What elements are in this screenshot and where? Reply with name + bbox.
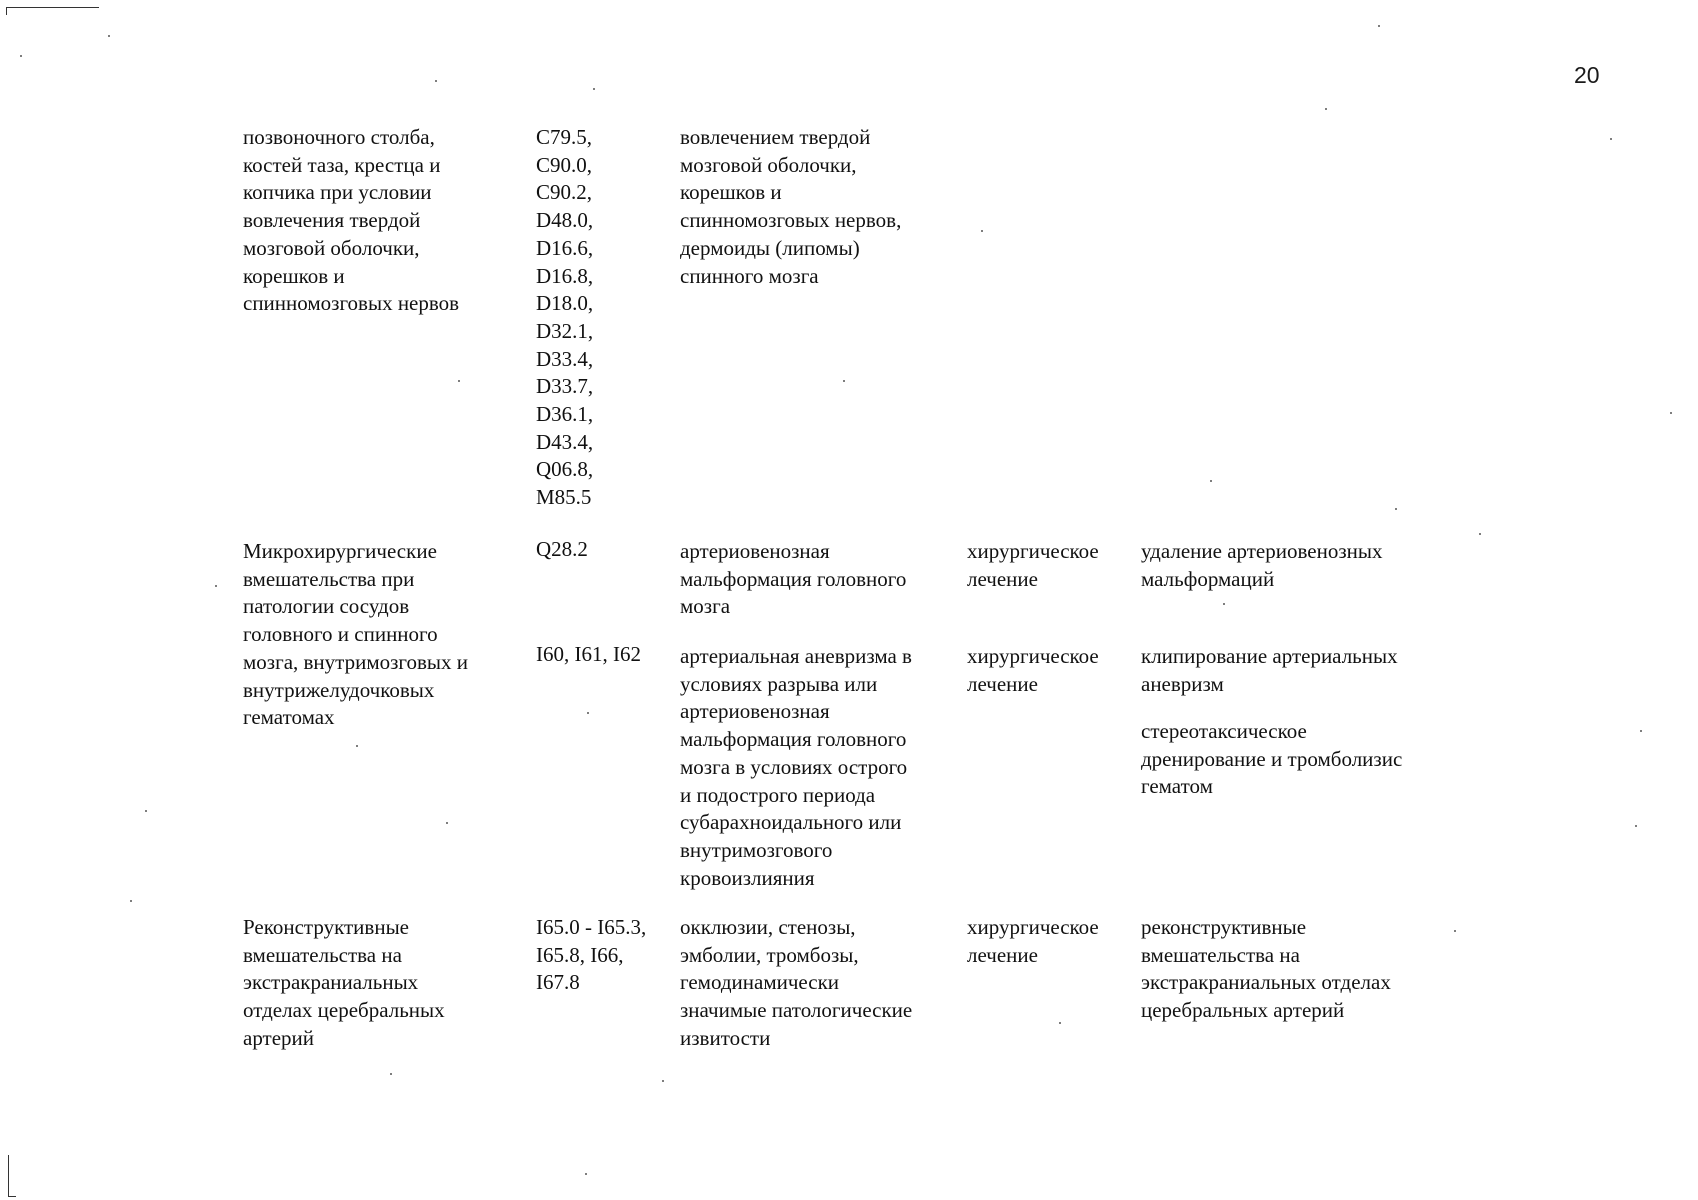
scan-corner-mark	[8, 1196, 16, 1197]
table-cell-group: позвоночного столба, костей таза, крестца и копчика при условии вовлечения твердой мозговой оболочки, корешков и спинномозговых нервов	[243, 125, 460, 316]
table-cell-condition: вовлечением твердой мозговой оболочки, корешков и спинномозговых нервов, дермоиды (липомы) спинного мозга	[680, 125, 902, 288]
table-cell-method: реконструктивные вмешательства на экстракраниальных отделах церебральных артерий	[1141, 915, 1391, 1023]
table-cell-method: удаление артериовенозных мальформаций	[1141, 539, 1383, 591]
scan-speck	[20, 55, 22, 57]
scan-speck	[108, 35, 110, 37]
scan-speck	[1610, 138, 1612, 140]
scan-speck	[1325, 108, 1327, 110]
scan-corner-mark	[6, 7, 99, 8]
table-cell-treatment: хирургическое лечение	[967, 539, 1099, 591]
scan-corner-mark	[8, 1155, 9, 1197]
table-cell-method: клипирование артериальных аневризм	[1141, 644, 1398, 696]
scan-speck	[585, 1173, 587, 1175]
scan-speck	[130, 900, 132, 902]
table-cell-codes: Q28.2	[536, 537, 588, 561]
scan-speck	[215, 585, 217, 587]
table-cell-codes: C79.5, C90.0, C90.2, D48.0, D16.6, D16.8, D18.0, D32.1, D33.4, D33.7, D36.1, D43.4, Q06.8, M85.5	[536, 125, 594, 510]
table-cell-codes: I65.0 - I65.3, I65.8, I66, I67.8	[536, 915, 647, 995]
scan-corner-mark	[6, 7, 7, 15]
scan-speck	[1059, 1022, 1061, 1024]
scan-speck	[662, 1080, 664, 1082]
table-cell-treatment: хирургическое лечение	[967, 915, 1099, 967]
scan-speck	[843, 380, 845, 382]
scan-speck	[1670, 412, 1672, 414]
table-cell-treatment: хирургическое лечение	[967, 644, 1099, 696]
table-cell-condition: окклюзии, стенозы, эмболии, тромбозы, гемодинамически значимые патологические извитости	[680, 915, 913, 1050]
table-cell-codes: I60, I61, I62	[536, 642, 641, 666]
scan-speck	[390, 1073, 392, 1075]
table-cell-condition: артериовенозная мальформация головного мозга	[680, 539, 907, 619]
scan-speck	[1395, 508, 1397, 510]
scan-speck	[435, 80, 437, 82]
scan-speck	[446, 822, 448, 824]
scan-speck	[145, 810, 147, 812]
table-cell-condition: артериальная аневризма в условиях разрыва или артериовенозная мальформация головного мозга в условиях острого и подострого периода субарахноидального или внутримозгового кровоизлияния	[680, 644, 912, 890]
scan-speck	[356, 745, 358, 747]
scan-speck	[1479, 533, 1481, 535]
scan-speck	[458, 380, 460, 382]
scan-speck	[1210, 480, 1212, 482]
scan-speck	[1223, 603, 1225, 605]
page-number: 20	[1574, 62, 1600, 88]
scan-speck	[587, 712, 589, 714]
scan-speck	[981, 230, 983, 232]
scan-speck	[1378, 25, 1380, 27]
table-cell-method-extra: стереотаксическое дренирование и тромболизис гематом	[1141, 719, 1403, 799]
table-cell-group: Реконструктивные вмешательства на экстракраниальных отделах церебральных артерий	[243, 915, 445, 1050]
scan-speck	[593, 88, 595, 90]
scan-speck	[1635, 825, 1637, 827]
scan-speck	[1640, 730, 1642, 732]
table-cell-group: Микрохирургические вмешательства при патологии сосудов головного и спинного мозга, внутримозговых и внутрижелудочковых гематомах	[243, 539, 469, 730]
